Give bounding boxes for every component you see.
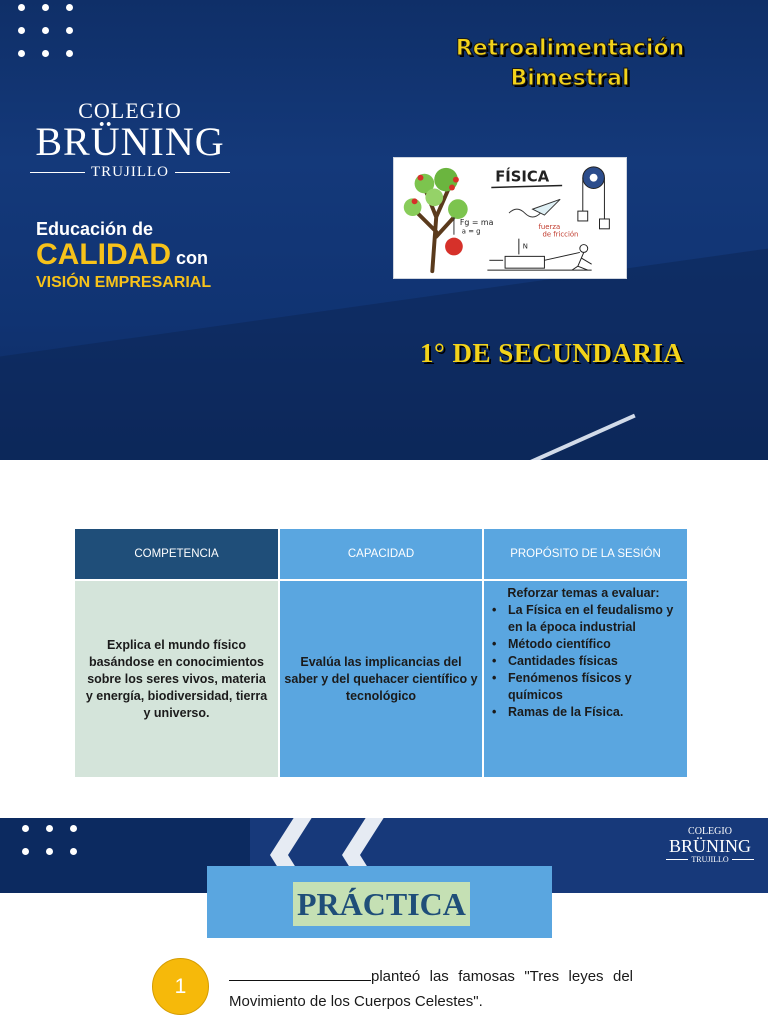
svg-text:N: N <box>522 242 528 251</box>
list-item: • Ramas de la Física. <box>488 704 679 721</box>
practice-title: PRÁCTICA <box>293 882 470 926</box>
competencia-text: Explica el mundo físico basándose en conocimientos sobre los seres vivos, materia y energía, biodiversidad, tierra y universo. <box>85 637 268 720</box>
slogan-line-2 <box>36 240 211 273</box>
formula-label-2: a = g <box>461 227 481 236</box>
decorative-dots-2 <box>22 825 78 855</box>
cell-proposito <box>483 580 688 778</box>
logo-city: TRUJILLO <box>91 164 169 180</box>
retro-title <box>395 34 745 94</box>
footer-logo-line-1: COLEGIO <box>688 826 732 837</box>
list-item: • Método científico <box>488 636 679 653</box>
question-1 <box>229 964 633 1014</box>
proposito-list <box>488 602 679 721</box>
answer-blank[interactable] <box>229 967 371 981</box>
friction-label-2: de fricción <box>542 230 579 239</box>
header-banner <box>0 0 768 460</box>
list-item: • La Física en el feudalismo y en la época industrial <box>488 602 679 636</box>
footer-logo-line-3 <box>666 855 754 864</box>
slogan-calidad: CALIDAD <box>36 238 171 271</box>
retro-title-line-1: Retroalimentación <box>455 36 685 61</box>
cell-competencia <box>74 580 279 778</box>
retro-title-line-2: Bimestral <box>510 66 630 91</box>
capacidad-text: Evalúa las implicancias del saber y del quehacer científico y tecnológico <box>284 654 478 703</box>
competency-table <box>74 528 688 778</box>
cell-capacidad <box>279 580 483 778</box>
logo-line-1: COLEGIO <box>78 98 182 123</box>
list-item: • Fenómenos físicos y químicos <box>488 670 679 704</box>
footer-logo-city: TRUJILLO <box>691 855 729 864</box>
decorative-dots <box>18 4 74 57</box>
table-header-competencia: COMPETENCIA <box>74 528 279 580</box>
logo-line-2: BRÜNING <box>35 119 225 164</box>
slogan-line-3: VISIÓN EMPRESARIAL <box>36 274 212 291</box>
school-slogan <box>36 218 211 293</box>
logo-line-3 <box>30 164 230 181</box>
table-header-capacidad: CAPACIDAD <box>279 528 483 580</box>
slogan-line-1: Educación de <box>36 219 154 239</box>
question-number-badge: 1 <box>152 958 209 1015</box>
formula-label-1: Fg = ma <box>459 217 494 227</box>
slogan-con: con <box>171 248 209 268</box>
footer-logo-line-2: BRÜNING <box>668 836 751 856</box>
list-item: • Cantidades físicas <box>488 653 679 670</box>
grade-title: 1° DE SECUNDARIA <box>420 338 684 368</box>
question-1-text: planteó las famosas "Tres leyes del Movimiento de los Cuerpos Celestes". <box>229 968 633 1010</box>
table-header-proposito: PROPÓSITO DE LA SESIÓN <box>483 528 688 580</box>
school-logo <box>30 100 230 181</box>
proposito-heading: Reforzar temas a evaluar: <box>507 586 660 600</box>
physics-illustration <box>393 157 627 279</box>
friction-label-1: fuerza <box>538 222 561 231</box>
image-title: FÍSICA <box>495 168 550 186</box>
footer-school-logo <box>666 826 754 864</box>
